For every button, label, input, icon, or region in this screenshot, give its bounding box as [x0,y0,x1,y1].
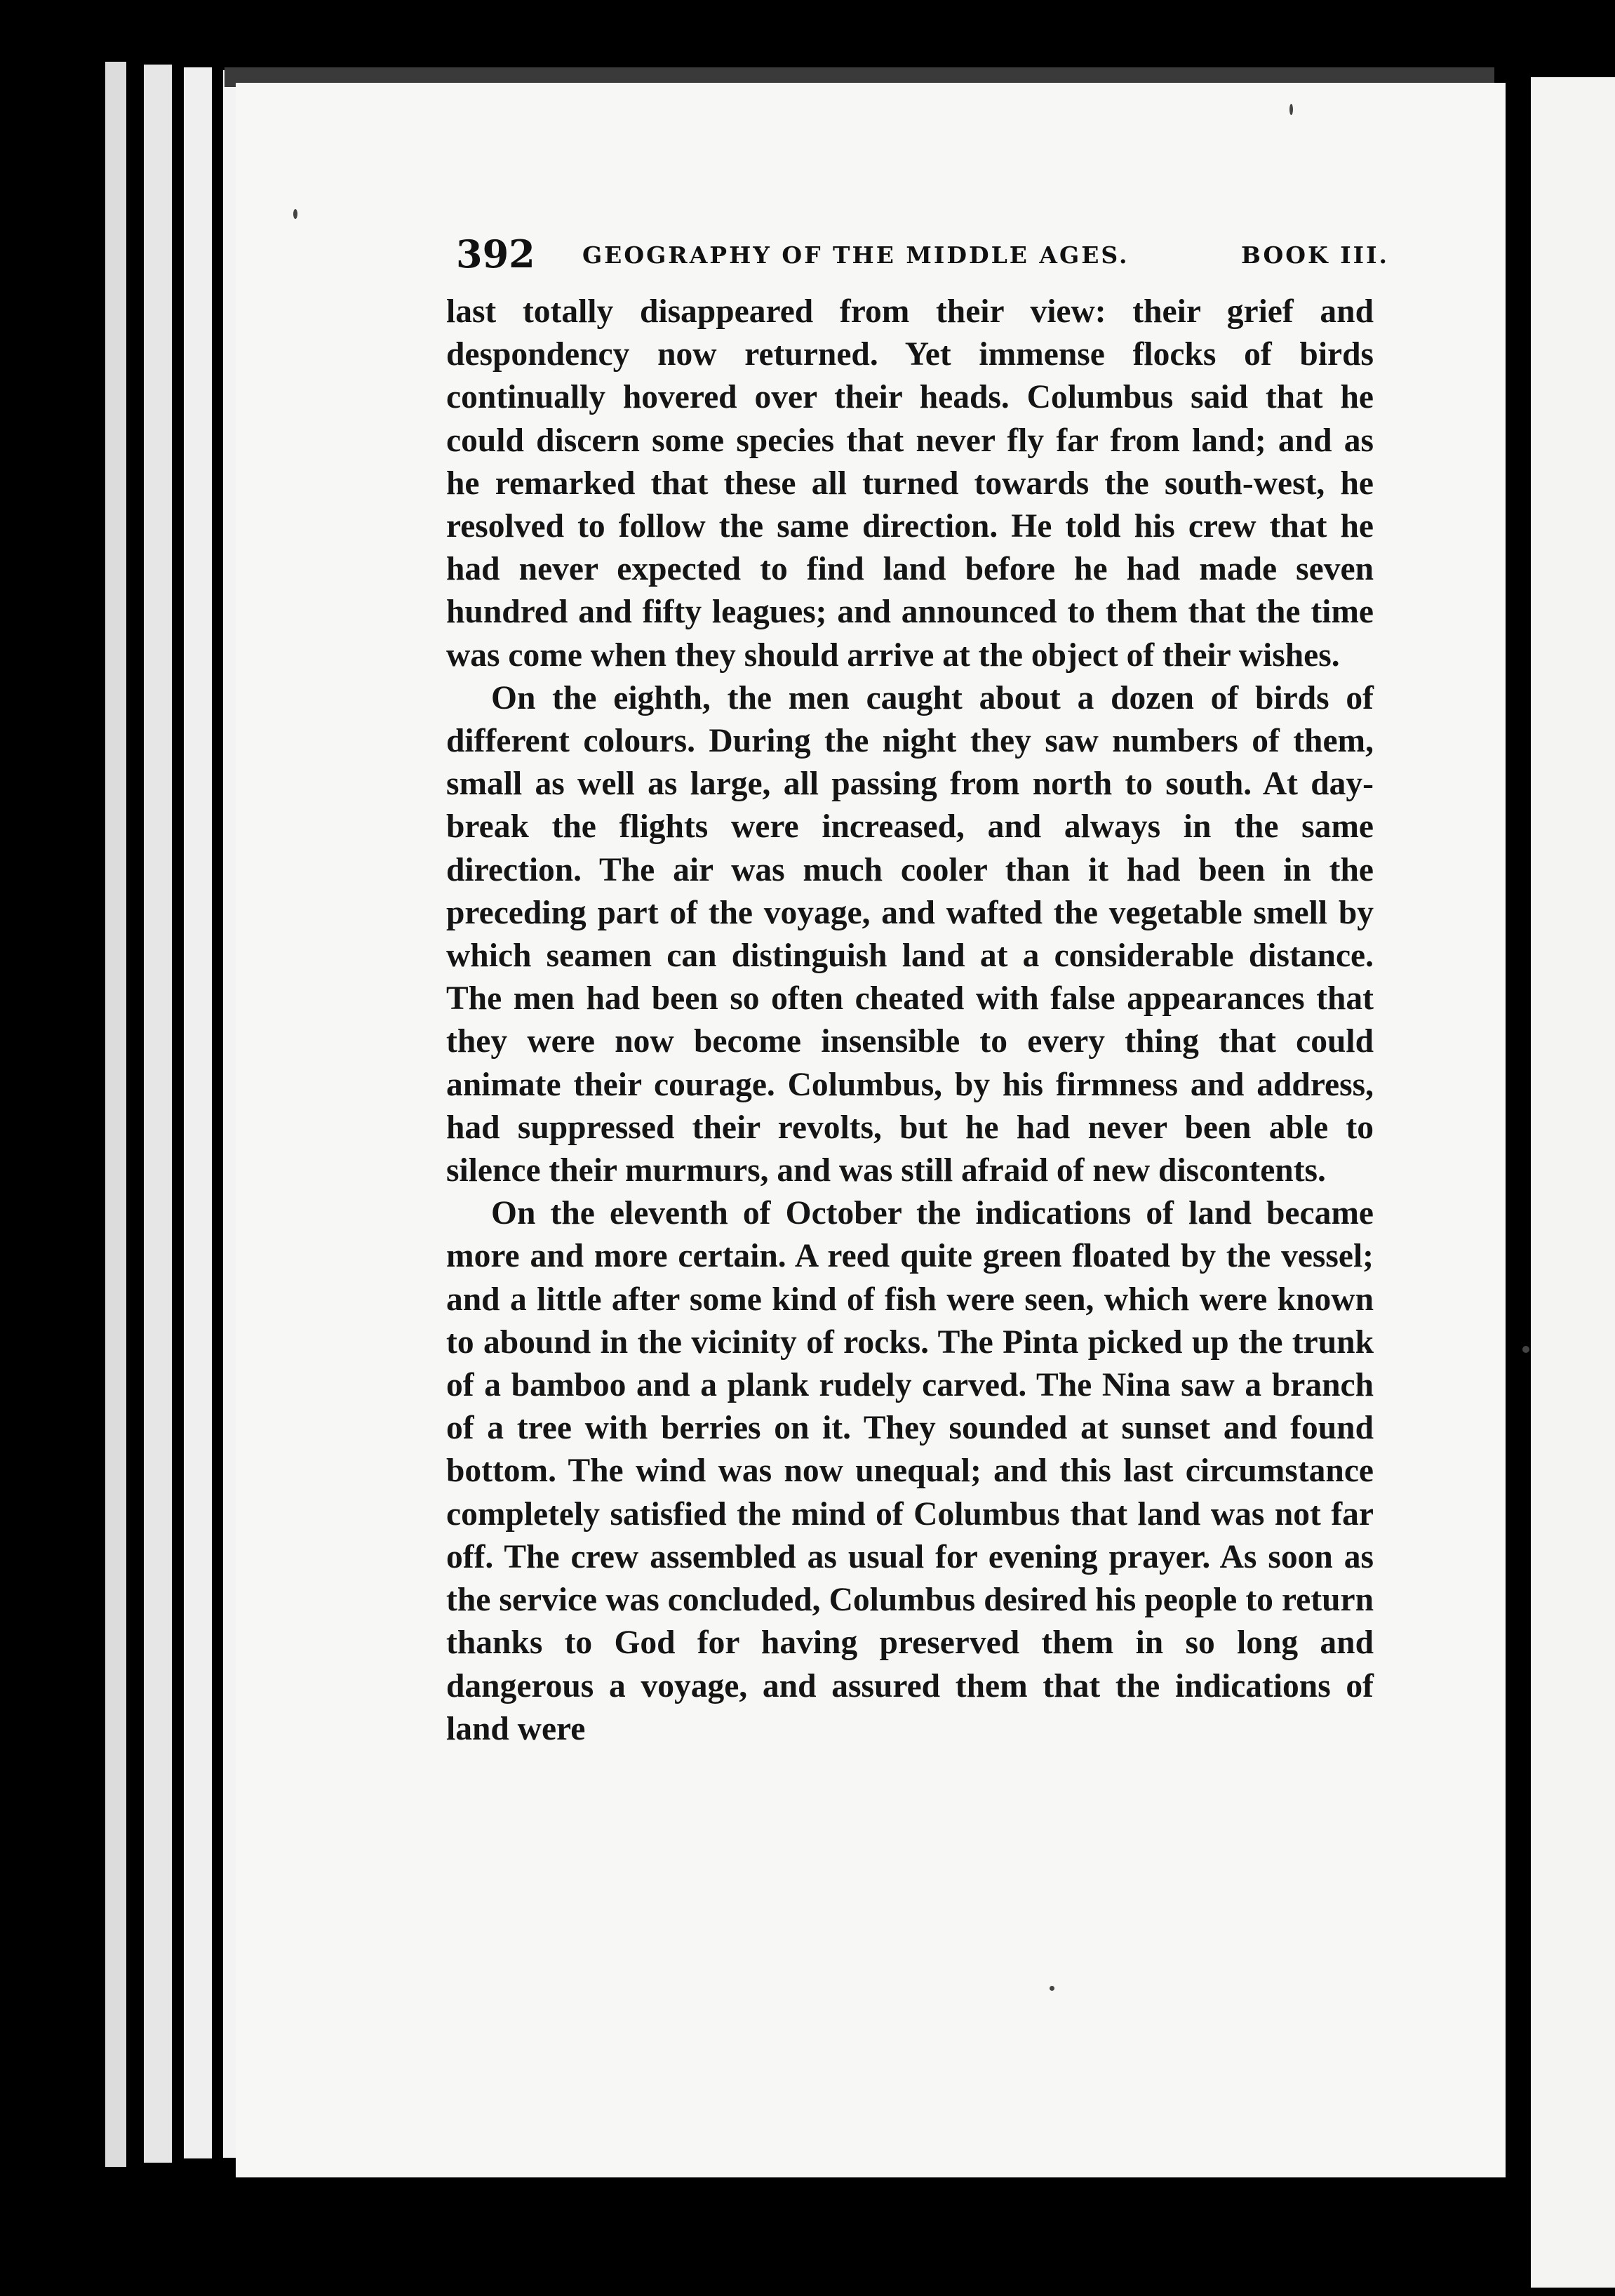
scan-speck [1050,1986,1054,1991]
scan-speck [1289,104,1293,115]
page-edge [144,65,172,2163]
running-title: GEOGRAPHY OF THE MIDDLE AGES. [582,241,1130,269]
scan-speck [1522,1346,1529,1353]
paragraph: last totally disappeared from their view: their grief and despondency now returned. Yet immense flocks of birds continually hovered over their heads. Columbus said that he could discern some species that never fly far from land; and as he remarked that these all turned towards the south-west, he resolved to follow the same direction. He told his crew that he had never expected to find land before he had made seven hundred and fifty leagues; and announced to them that the time was come when they should arrive at the object of their wishes. [446,293,1374,674]
page-edge [184,67,212,2158]
book-gutter [1506,70,1531,2296]
paragraph: On the eleventh of October the indications of land became more and more certain. A reed quite green floated by the vessel; and a little after some kind of fish were seen, which were known to abound in the vicinity of rocks. The Pinta picked up the trunk of a bamboo and a plank rudely carved. The Nina saw a branch of a tree with berries on it. They sounded at sunset and found bottom. The wind was now unequal; and this last circumstance completely satisfied the mind of Columbus that land was not far off. The crew assembled as usual for evening prayer. As soon as the service was concluded, Columbus desired his people to return thanks to God for having preserved them in so long and dangerous a voyage, and assured them that the indications of land were [446,1195,1374,1747]
paragraph: On the eighth, the men caught about a dozen of birds of different colours. During the night they saw numbers of them, small as well as large, all passing from north to south. At day-break the flights were increased, and always in the same direction. The air was much cooler than it had been in the preceding part of the voyage, and wafted the vegetable smell by which seamen can distinguish land at a considerable distance. The men had been so often cheated with false appearances that they were now become insensible to every thing that could animate their courage. Columbus, by his firmness and address, had suppressed their revolts, but he had never been able to silence their murmurs, and was still afraid of new discontents. [446,679,1374,1189]
running-header [456,232,1389,281]
page-edge [105,62,126,2167]
body-text [446,291,1374,1751]
scan-speck [293,209,297,219]
page-number: 392 [456,232,535,276]
facing-page-edge [1531,77,1615,2288]
book-label: BOOK III. [1241,241,1389,269]
